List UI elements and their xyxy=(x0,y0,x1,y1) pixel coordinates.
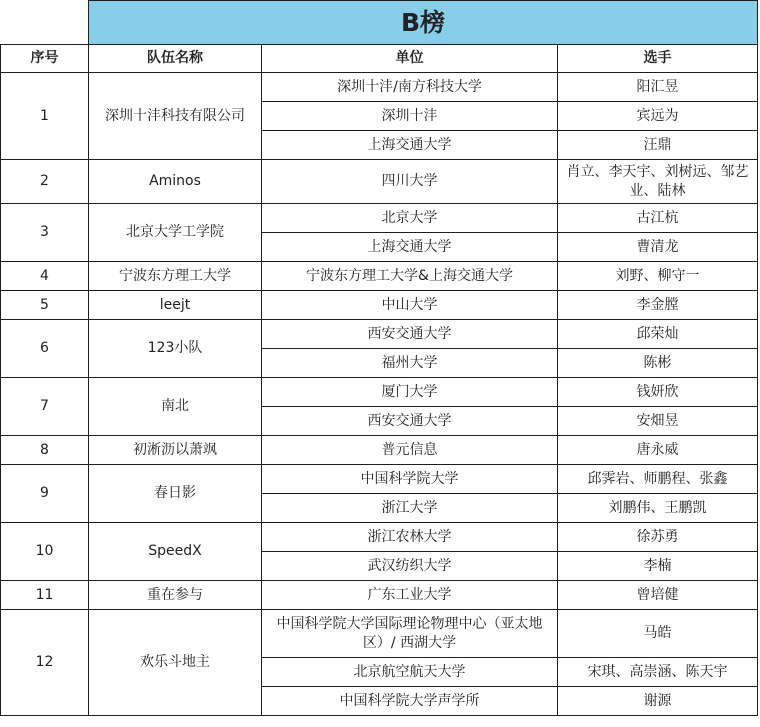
team-players: 李楠 xyxy=(558,552,758,581)
team-unit: 深圳十沣/南方科技大学 xyxy=(262,73,558,102)
team-unit: 厦门大学 xyxy=(262,378,558,407)
title-row xyxy=(1,1,758,45)
team-seq: 10 xyxy=(1,523,89,581)
team-name: SpeedX xyxy=(89,523,262,581)
team-players: 宾远为 xyxy=(558,102,758,131)
table-row xyxy=(1,160,758,204)
table-row xyxy=(1,610,758,658)
team-seq: 11 xyxy=(1,581,89,610)
team-seq: 6 xyxy=(1,320,89,378)
team-unit: 广东工业大学 xyxy=(262,581,558,610)
team-name: Aminos xyxy=(89,160,262,204)
table-row xyxy=(1,581,758,610)
team-unit: 上海交通大学 xyxy=(262,233,558,262)
team-seq: 7 xyxy=(1,378,89,436)
team-players: 汪鼎 xyxy=(558,131,758,160)
header-players: 选手 xyxy=(558,45,758,73)
team-unit: 中国科学院大学国际理论物理中心（亚太地区）/ 西湖大学 xyxy=(262,610,558,658)
team-name: 南北 xyxy=(89,378,262,436)
team-unit: 北京航空航天大学 xyxy=(262,658,558,687)
team-players: 曾培健 xyxy=(558,581,758,610)
team-unit: 浙江农林大学 xyxy=(262,523,558,552)
team-unit: 宁波东方理工大学&上海交通大学 xyxy=(262,262,558,291)
team-players: 刘鹏伟、王鹏凯 xyxy=(558,494,758,523)
table-row xyxy=(1,73,758,102)
team-unit: 中山大学 xyxy=(262,291,558,320)
team-players: 曹清龙 xyxy=(558,233,758,262)
table-row xyxy=(1,465,758,494)
team-players: 邱荣灿 xyxy=(558,320,758,349)
team-seq: 9 xyxy=(1,465,89,523)
team-players: 谢源 xyxy=(558,687,758,716)
title-gutter xyxy=(1,1,89,45)
team-unit: 北京大学 xyxy=(262,204,558,233)
team-name: 欢乐斗地主 xyxy=(89,610,262,716)
team-name: 深圳十沣科技有限公司 xyxy=(89,73,262,160)
table-row xyxy=(1,523,758,552)
team-players: 徐苏勇 xyxy=(558,523,758,552)
team-players: 宋琪、高崇涵、陈天宇 xyxy=(558,658,758,687)
team-seq: 4 xyxy=(1,262,89,291)
table-row xyxy=(1,262,758,291)
team-players: 刘野、柳守一 xyxy=(558,262,758,291)
header-team-name: 队伍名称 xyxy=(89,45,262,73)
team-unit: 上海交通大学 xyxy=(262,131,558,160)
team-unit: 西安交通大学 xyxy=(262,320,558,349)
table-row xyxy=(1,291,758,320)
board-title: B榜 xyxy=(89,1,758,45)
team-unit: 福州大学 xyxy=(262,349,558,378)
team-seq: 12 xyxy=(1,610,89,716)
header-seq: 序号 xyxy=(1,45,89,73)
team-unit: 西安交通大学 xyxy=(262,407,558,436)
table-row xyxy=(1,436,758,465)
team-players: 古江杭 xyxy=(558,204,758,233)
team-name: 重在参与 xyxy=(89,581,262,610)
table-row xyxy=(1,378,758,407)
header-row xyxy=(1,45,758,73)
team-name: leejt xyxy=(89,291,262,320)
team-name: 宁波东方理工大学 xyxy=(89,262,262,291)
header-unit: 单位 xyxy=(262,45,558,73)
team-players: 马皓 xyxy=(558,610,758,658)
team-unit: 武汉纺织大学 xyxy=(262,552,558,581)
team-unit: 浙江大学 xyxy=(262,494,558,523)
team-unit: 深圳十沣 xyxy=(262,102,558,131)
team-players: 李金膛 xyxy=(558,291,758,320)
team-seq: 3 xyxy=(1,204,89,262)
team-name: 123小队 xyxy=(89,320,262,378)
team-unit: 四川大学 xyxy=(262,160,558,204)
team-seq: 8 xyxy=(1,436,89,465)
team-players: 阳汇昱 xyxy=(558,73,758,102)
team-seq: 2 xyxy=(1,160,89,204)
table-row xyxy=(1,204,758,233)
team-unit: 中国科学院大学 xyxy=(262,465,558,494)
team-unit: 中国科学院大学声学所 xyxy=(262,687,558,716)
team-unit: 普元信息 xyxy=(262,436,558,465)
team-players: 唐永威 xyxy=(558,436,758,465)
table-row xyxy=(1,320,758,349)
team-name: 北京大学工学院 xyxy=(89,204,262,262)
team-seq: 5 xyxy=(1,291,89,320)
team-players: 钱妍欣 xyxy=(558,378,758,407)
team-seq: 1 xyxy=(1,73,89,160)
team-name: 春日影 xyxy=(89,465,262,523)
team-players: 安畑昱 xyxy=(558,407,758,436)
team-name: 初淅沥以萧飒 xyxy=(89,436,262,465)
team-players: 陈彬 xyxy=(558,349,758,378)
team-players: 肖立、李天宇、刘树远、邹艺业、陆林 xyxy=(558,160,758,204)
team-players: 邱霁岩、师鹏程、张鑫 xyxy=(558,465,758,494)
